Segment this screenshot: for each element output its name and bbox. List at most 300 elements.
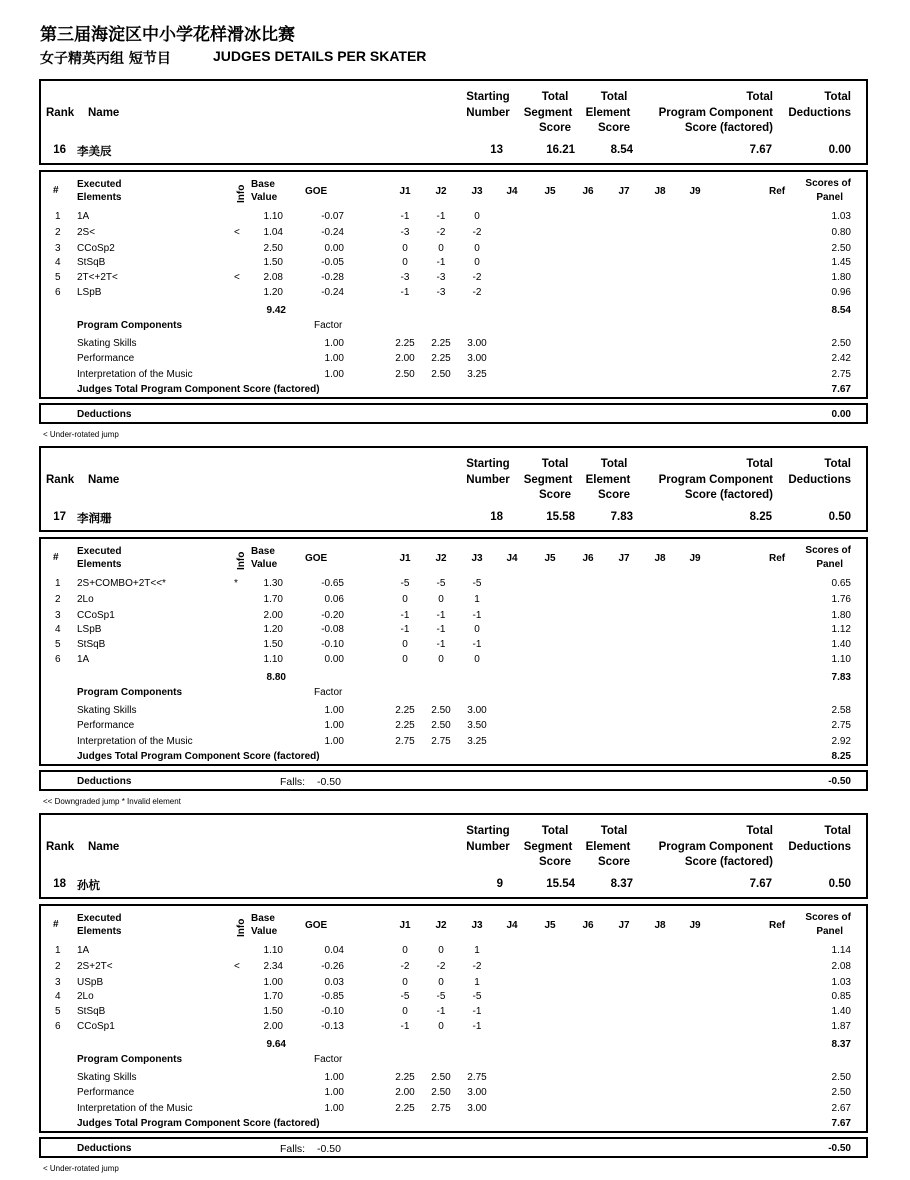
falls-label: Falls: [280, 1143, 306, 1155]
starting-label-2: Number [466, 474, 510, 486]
col-judge-7: J7 [618, 920, 630, 931]
goe-value: -0.10 [321, 1006, 344, 1017]
deductions-label: Deductions [77, 1143, 132, 1154]
col-judge-8: J8 [654, 920, 666, 931]
judge-mark: -1 [472, 639, 482, 650]
component-factor: 1.00 [324, 720, 344, 731]
skater-block [0, 446, 910, 813]
falls-value: -0.50 [317, 776, 341, 788]
deductions-label: Deductions [77, 409, 132, 420]
col-judge-3: J3 [471, 920, 483, 931]
element-code: 2Lo [77, 594, 94, 605]
col-base-2: Value [251, 192, 278, 203]
element-code: StSqB [77, 1006, 106, 1017]
component-judge-mark: 2.50 [431, 369, 451, 380]
component-name: Skating Skills [77, 1072, 137, 1083]
base-value: 1.10 [263, 654, 283, 665]
starting-number: 13 [490, 144, 503, 156]
rank-label: Rank [46, 107, 75, 119]
col-sop-1: Scores of [805, 545, 851, 556]
component-factor: 1.00 [324, 1072, 344, 1083]
judge-mark: 0 [474, 211, 480, 222]
element-number: 6 [55, 654, 61, 665]
col-info: Info [236, 184, 247, 203]
judge-mark: -5 [436, 991, 446, 1002]
element-number: 2 [55, 594, 61, 605]
rank-label: Rank [46, 841, 75, 853]
col-judge-6: J6 [582, 920, 594, 931]
element-number: 1 [55, 211, 61, 222]
component-judge-mark: 2.75 [395, 736, 415, 747]
panel-score: 1.45 [831, 257, 851, 268]
skater-block [0, 79, 910, 446]
total-element-score: 8.37 [610, 878, 633, 890]
component-factor: 1.00 [324, 736, 344, 747]
starting-label-1: Starting [466, 91, 510, 103]
rank-value: 17 [53, 511, 66, 523]
judge-mark: 0 [438, 654, 444, 665]
tss-label-2: Segment [523, 474, 573, 486]
goe-value: -0.05 [321, 257, 344, 268]
judge-mark: -5 [436, 578, 446, 589]
col-executed-2: Elements [77, 926, 122, 937]
jtpcs-label: Judges Total Program Component Score (factored) [77, 1118, 320, 1129]
col-executed-1: Executed [77, 913, 122, 924]
element-score-total: 8.54 [831, 305, 851, 316]
base-value: 1.50 [263, 639, 283, 650]
component-factor: 1.00 [324, 369, 344, 380]
goe-value: 0.00 [324, 243, 344, 254]
col-judge-9: J9 [689, 186, 701, 197]
component-judge-mark: 3.00 [467, 1087, 487, 1098]
element-score-total: 7.83 [831, 672, 851, 683]
factor-label: Factor [314, 320, 343, 331]
goe-value: 0.04 [324, 945, 344, 956]
col-base-2: Value [251, 926, 278, 937]
col-executed-2: Elements [77, 192, 122, 203]
component-judge-mark: 3.25 [467, 369, 487, 380]
element-number: 2 [55, 227, 61, 238]
total-deductions: 0.50 [828, 878, 851, 890]
starting-number: 9 [496, 878, 503, 890]
component-panel-score: 2.67 [831, 1103, 851, 1114]
component-judge-mark: 2.75 [431, 736, 451, 747]
component-name: Performance [77, 353, 135, 364]
tes-label-2: Element [585, 474, 631, 486]
component-factor: 1.00 [324, 705, 344, 716]
component-panel-score: 2.75 [831, 369, 851, 380]
judge-mark: 0 [402, 654, 408, 665]
col-base-1: Base [251, 913, 275, 924]
base-value: 1.20 [263, 624, 283, 635]
col-sop-2: Panel [816, 192, 843, 203]
element-info: < [234, 272, 240, 283]
tss-label-3: Score [539, 856, 571, 868]
judge-mark: -2 [400, 961, 410, 972]
tes-label-3: Score [598, 122, 630, 134]
element-info: < [234, 227, 240, 238]
pcs-label-2: Program Component [658, 841, 773, 853]
name-label: Name [88, 474, 120, 486]
component-panel-score: 2.50 [831, 338, 851, 349]
tes-label-1: Total [600, 91, 628, 103]
judge-mark: -1 [472, 1021, 482, 1032]
component-name: Performance [77, 720, 135, 731]
panel-score: 1.80 [831, 610, 851, 621]
judge-mark: -3 [400, 227, 410, 238]
starting-label-2: Number [466, 107, 510, 119]
total-segment-score: 15.54 [546, 878, 575, 890]
col-judge-8: J8 [654, 553, 666, 564]
element-code: 1A [77, 654, 90, 665]
element-code: StSqB [77, 257, 106, 268]
panel-score: 1.03 [831, 977, 851, 988]
jtpcs-value: 7.67 [831, 1118, 851, 1129]
col-judge-6: J6 [582, 553, 594, 564]
component-judge-mark: 2.25 [395, 720, 415, 731]
col-ref: Ref [769, 920, 786, 931]
falls-value: -0.50 [317, 1143, 341, 1155]
goe-value: -0.26 [321, 961, 344, 972]
panel-score: 0.85 [831, 991, 851, 1002]
base-value: 1.50 [263, 257, 283, 268]
element-code: 2Lo [77, 991, 94, 1002]
total-pcs: 8.25 [749, 511, 772, 523]
goe-value: -0.65 [321, 578, 344, 589]
total-segment-score: 15.58 [546, 511, 575, 523]
tss-label-2: Segment [523, 841, 573, 853]
component-judge-mark: 2.75 [467, 1072, 487, 1083]
component-judge-mark: 2.50 [431, 705, 451, 716]
goe-value: -0.10 [321, 639, 344, 650]
col-num: # [53, 552, 59, 563]
tes-label-2: Element [585, 841, 631, 853]
legend-note: << Downgraded jump * Invalid element [43, 797, 181, 806]
base-value: 1.10 [263, 211, 283, 222]
judge-mark: -5 [472, 578, 482, 589]
component-name: Interpretation of the Music [77, 1103, 193, 1114]
total-pcs: 7.67 [749, 878, 772, 890]
tss-label-1: Total [541, 91, 569, 103]
component-judge-mark: 3.00 [467, 705, 487, 716]
judge-mark: 0 [402, 945, 408, 956]
judge-mark: 0 [438, 1021, 444, 1032]
component-panel-score: 2.92 [831, 736, 851, 747]
skater-name: 李润珊 [77, 511, 112, 525]
component-judge-mark: 2.25 [431, 338, 451, 349]
judge-mark: 0 [402, 243, 408, 254]
base-value: 1.00 [263, 977, 283, 988]
goe-value: -0.13 [321, 1021, 344, 1032]
judge-mark: -2 [472, 287, 482, 298]
component-panel-score: 2.58 [831, 705, 851, 716]
col-judge-2: J2 [435, 186, 447, 197]
panel-score: 0.80 [831, 227, 851, 238]
ded-label-1: Total [824, 825, 851, 837]
col-sop-2: Panel [816, 926, 843, 937]
panel-score: 2.50 [831, 243, 851, 254]
element-number: 3 [55, 977, 61, 988]
component-factor: 1.00 [324, 1103, 344, 1114]
col-executed-1: Executed [77, 179, 122, 190]
judge-mark: -1 [400, 287, 410, 298]
judge-mark: 0 [438, 977, 444, 988]
category-title: 女子精英丙组 短节目 [40, 51, 171, 67]
judge-mark: -5 [472, 991, 482, 1002]
pcs-label-1: Total [746, 825, 773, 837]
judge-mark: -1 [436, 1006, 446, 1017]
pcs-label-1: Total [746, 458, 773, 470]
col-num: # [53, 919, 59, 930]
component-panel-score: 2.50 [831, 1072, 851, 1083]
component-judge-mark: 2.25 [431, 353, 451, 364]
judge-mark: -3 [400, 272, 410, 283]
col-judge-1: J1 [399, 920, 411, 931]
element-code: 1A [77, 211, 90, 222]
element-number: 6 [55, 1021, 61, 1032]
goe-value: -0.24 [321, 227, 344, 238]
tes-label-3: Score [598, 856, 630, 868]
judge-mark: 0 [438, 594, 444, 605]
element-code: LSpB [77, 624, 102, 635]
judge-mark: 0 [474, 243, 480, 254]
tss-label-3: Score [539, 122, 571, 134]
base-value-total: 8.80 [266, 672, 286, 683]
starting-label-1: Starting [466, 825, 510, 837]
col-judge-3: J3 [471, 186, 483, 197]
tss-label-1: Total [541, 825, 569, 837]
component-judge-mark: 3.00 [467, 353, 487, 364]
component-judge-mark: 3.50 [467, 720, 487, 731]
goe-value: -0.07 [321, 211, 344, 222]
tes-label-3: Score [598, 489, 630, 501]
starting-label-1: Starting [466, 458, 510, 470]
tss-label-3: Score [539, 489, 571, 501]
component-judge-mark: 3.00 [467, 338, 487, 349]
factor-label: Factor [314, 1054, 343, 1065]
component-name: Skating Skills [77, 705, 137, 716]
judge-mark: -1 [472, 1006, 482, 1017]
judge-mark: 0 [438, 945, 444, 956]
judge-mark: 0 [438, 243, 444, 254]
col-judge-4: J4 [506, 920, 518, 931]
starting-label-2: Number [466, 841, 510, 853]
rank-value: 18 [53, 878, 66, 890]
program-components-title: Program Components [77, 1054, 183, 1065]
name-label: Name [88, 841, 120, 853]
base-value: 1.50 [263, 1006, 283, 1017]
base-value-total: 9.42 [266, 305, 286, 316]
element-code: 2S+COMBO+2T<<* [77, 578, 166, 589]
element-code: CCoSp1 [77, 1021, 115, 1032]
pcs-label-3: Score (factored) [684, 122, 773, 134]
judge-mark: -1 [436, 624, 446, 635]
judge-mark: -1 [400, 610, 410, 621]
panel-score: 2.08 [831, 961, 851, 972]
element-number: 4 [55, 624, 61, 635]
factor-label: Factor [314, 687, 343, 698]
col-goe: GOE [305, 186, 328, 197]
base-value-total: 9.64 [266, 1039, 286, 1050]
col-judge-6: J6 [582, 186, 594, 197]
pcs-label-2: Program Component [658, 474, 773, 486]
element-score-total: 8.37 [831, 1039, 851, 1050]
judge-mark: -2 [472, 227, 482, 238]
component-judge-mark: 2.50 [431, 1072, 451, 1083]
element-code: 2T<+2T< [77, 272, 118, 283]
element-code: USpB [77, 977, 104, 988]
judge-mark: 0 [474, 257, 480, 268]
col-base-2: Value [251, 559, 278, 570]
starting-number: 18 [490, 511, 503, 523]
component-judge-mark: 2.25 [395, 705, 415, 716]
col-judge-3: J3 [471, 553, 483, 564]
col-num: # [53, 185, 59, 196]
element-code: 1A [77, 945, 90, 956]
judge-mark: -1 [436, 211, 446, 222]
pcs-label-2: Program Component [658, 107, 773, 119]
legend-note: < Under-rotated jump [43, 1164, 119, 1173]
base-value: 1.04 [263, 227, 283, 238]
col-info: Info [236, 551, 247, 570]
component-judge-mark: 2.25 [395, 1103, 415, 1114]
col-judge-7: J7 [618, 553, 630, 564]
base-value: 2.08 [263, 272, 283, 283]
element-number: 3 [55, 610, 61, 621]
component-judge-mark: 2.25 [395, 338, 415, 349]
component-judge-mark: 2.50 [431, 720, 451, 731]
ded-label-1: Total [824, 458, 851, 470]
deductions-total: -0.50 [828, 776, 851, 787]
pcs-label-3: Score (factored) [684, 489, 773, 501]
component-judge-mark: 2.00 [395, 1087, 415, 1098]
judge-mark: -1 [436, 639, 446, 650]
component-panel-score: 2.50 [831, 1087, 851, 1098]
col-judge-2: J2 [435, 920, 447, 931]
goe-value: 0.06 [324, 594, 344, 605]
goe-value: -0.28 [321, 272, 344, 283]
judge-mark: 1 [474, 594, 480, 605]
total-deductions: 0.50 [828, 511, 851, 523]
element-info: < [234, 961, 240, 972]
col-ref: Ref [769, 553, 786, 564]
panel-score: 1.76 [831, 594, 851, 605]
component-name: Interpretation of the Music [77, 369, 193, 380]
tes-label-1: Total [600, 825, 628, 837]
base-value: 1.20 [263, 287, 283, 298]
ded-label-2: Deductions [788, 474, 851, 486]
col-judge-9: J9 [689, 920, 701, 931]
ded-label-2: Deductions [788, 841, 851, 853]
judge-mark: 0 [402, 257, 408, 268]
judge-mark: 0 [402, 639, 408, 650]
report-title: JUDGES DETAILS PER SKATER [213, 48, 427, 64]
total-element-score: 8.54 [610, 144, 633, 156]
judge-mark: -3 [436, 272, 446, 283]
panel-score: 1.40 [831, 639, 851, 650]
judge-mark: -3 [436, 287, 446, 298]
goe-value: 0.03 [324, 977, 344, 988]
rank-label: Rank [46, 474, 75, 486]
base-value: 1.30 [263, 578, 283, 589]
col-judge-1: J1 [399, 553, 411, 564]
goe-value: 0.00 [324, 654, 344, 665]
total-element-score: 7.83 [610, 511, 633, 523]
judge-mark: -5 [400, 991, 410, 1002]
component-judge-mark: 2.50 [395, 369, 415, 380]
panel-score: 1.40 [831, 1006, 851, 1017]
element-code: 2S< [77, 227, 96, 238]
tss-label-2: Segment [523, 107, 573, 119]
element-number: 1 [55, 578, 61, 589]
panel-score: 0.96 [831, 287, 851, 298]
judge-mark: -2 [472, 961, 482, 972]
legend-note: < Under-rotated jump [43, 430, 119, 439]
element-info: * [234, 578, 238, 589]
component-judge-mark: 2.25 [395, 1072, 415, 1083]
element-code: LSpB [77, 287, 102, 298]
judge-mark: -1 [400, 624, 410, 635]
base-value: 1.70 [263, 991, 283, 1002]
element-code: 2S+2T< [77, 961, 113, 972]
judge-mark: 0 [402, 1006, 408, 1017]
base-value: 2.00 [263, 610, 283, 621]
judge-mark: -1 [436, 610, 446, 621]
col-judge-1: J1 [399, 186, 411, 197]
col-judge-7: J7 [618, 186, 630, 197]
judge-mark: 1 [474, 945, 480, 956]
judge-mark: -1 [400, 211, 410, 222]
col-base-1: Base [251, 179, 275, 190]
skater-block [0, 813, 910, 1180]
falls-label: Falls: [280, 776, 306, 788]
goe-value: -0.08 [321, 624, 344, 635]
judge-mark: -2 [436, 227, 446, 238]
col-judge-5: J5 [544, 186, 556, 197]
goe-value: -0.85 [321, 991, 344, 1002]
total-deductions: 0.00 [828, 144, 851, 156]
component-factor: 1.00 [324, 338, 344, 349]
program-components-title: Program Components [77, 320, 183, 331]
ded-label-1: Total [824, 91, 851, 103]
judge-mark: 0 [402, 977, 408, 988]
element-number: 1 [55, 945, 61, 956]
total-segment-score: 16.21 [546, 144, 575, 156]
element-code: StSqB [77, 639, 106, 650]
element-number: 6 [55, 287, 61, 298]
tes-label-1: Total [600, 458, 628, 470]
element-number: 2 [55, 961, 61, 972]
judge-mark: -1 [400, 1021, 410, 1032]
judge-mark: -2 [472, 272, 482, 283]
col-judge-2: J2 [435, 553, 447, 564]
col-judge-5: J5 [544, 553, 556, 564]
col-goe: GOE [305, 920, 328, 931]
component-panel-score: 2.75 [831, 720, 851, 731]
col-executed-1: Executed [77, 546, 122, 557]
col-ref: Ref [769, 186, 786, 197]
component-judge-mark: 2.50 [431, 1087, 451, 1098]
col-sop-2: Panel [816, 559, 843, 570]
col-sop-1: Scores of [805, 912, 851, 923]
panel-score: 1.12 [831, 624, 851, 635]
ded-label-2: Deductions [788, 107, 851, 119]
panel-score: 0.65 [831, 578, 851, 589]
judge-mark: 0 [402, 594, 408, 605]
program-components-title: Program Components [77, 687, 183, 698]
col-judge-4: J4 [506, 186, 518, 197]
goe-value: -0.20 [321, 610, 344, 621]
